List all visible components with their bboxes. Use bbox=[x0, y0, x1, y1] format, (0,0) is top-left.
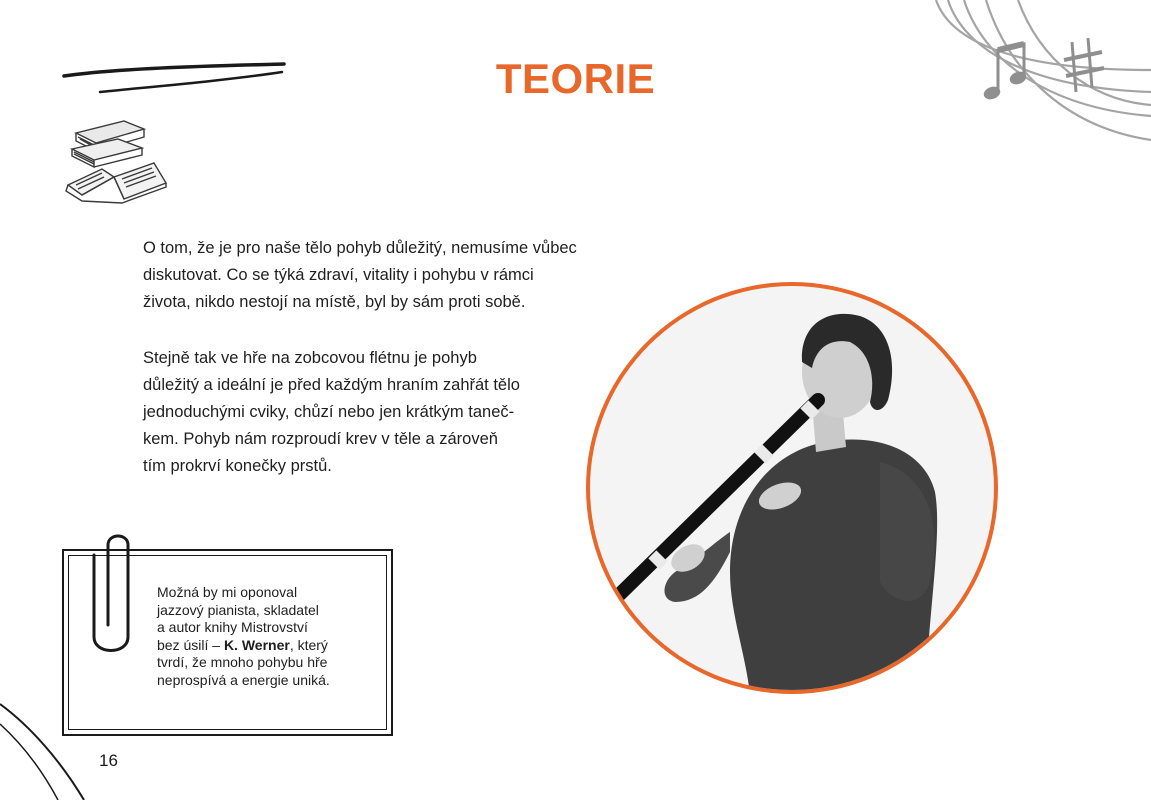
paragraph-line: diskutovat. Co se týká zdraví, vitality i pohybu v rámci bbox=[143, 266, 534, 284]
note-line bbox=[157, 637, 387, 655]
body-paragraph-2 bbox=[143, 345, 623, 480]
note-line: jazzový pianista, skladatel bbox=[157, 601, 319, 618]
page-number: 16 bbox=[99, 751, 118, 770]
note-line: neprospívá a energie uniká. bbox=[157, 671, 330, 688]
paragraph-line: jednoduchými cviky, chůzí nebo jen krátkým taneč- bbox=[143, 403, 515, 421]
note-line: a autor knihy Mistrovství bbox=[157, 619, 308, 635]
author-name: K. Werner bbox=[223, 636, 290, 653]
note-text-segment: bez úsilí – bbox=[157, 636, 224, 653]
paragraph-line: důležitý a ideální je před každým hraním zahřát tělo bbox=[143, 376, 520, 394]
note-line: Možná by mi oponoval bbox=[157, 584, 298, 600]
paragraph-line: Stejně tak ve hře na zobcovou flétnu je pohyb bbox=[143, 349, 477, 367]
note-text bbox=[157, 584, 387, 689]
body-paragraph-1 bbox=[143, 235, 623, 316]
note-line: tvrdí, že mnoho pohybu hře bbox=[157, 654, 328, 670]
corner-curve-decoration bbox=[0, 690, 90, 800]
paragraph-line: kem. Pohyb nám rozproudí krev v těle a zároveň bbox=[143, 430, 498, 448]
books-icon bbox=[62, 115, 172, 210]
note-text-segment: , který bbox=[289, 636, 328, 653]
paperclip-icon bbox=[80, 525, 140, 660]
flute-player-photo bbox=[580, 282, 1000, 694]
paragraph-line: O tom, že je pro naše tělo pohyb důležitý, nemusíme vůbec bbox=[143, 239, 577, 257]
page-title: TEORIE bbox=[495, 55, 656, 102]
paragraph-line: tím prokrví konečky prstů. bbox=[143, 457, 332, 475]
paragraph-line: života, nikdo nestojí na místě, byl by sám proti sobě. bbox=[143, 293, 526, 311]
